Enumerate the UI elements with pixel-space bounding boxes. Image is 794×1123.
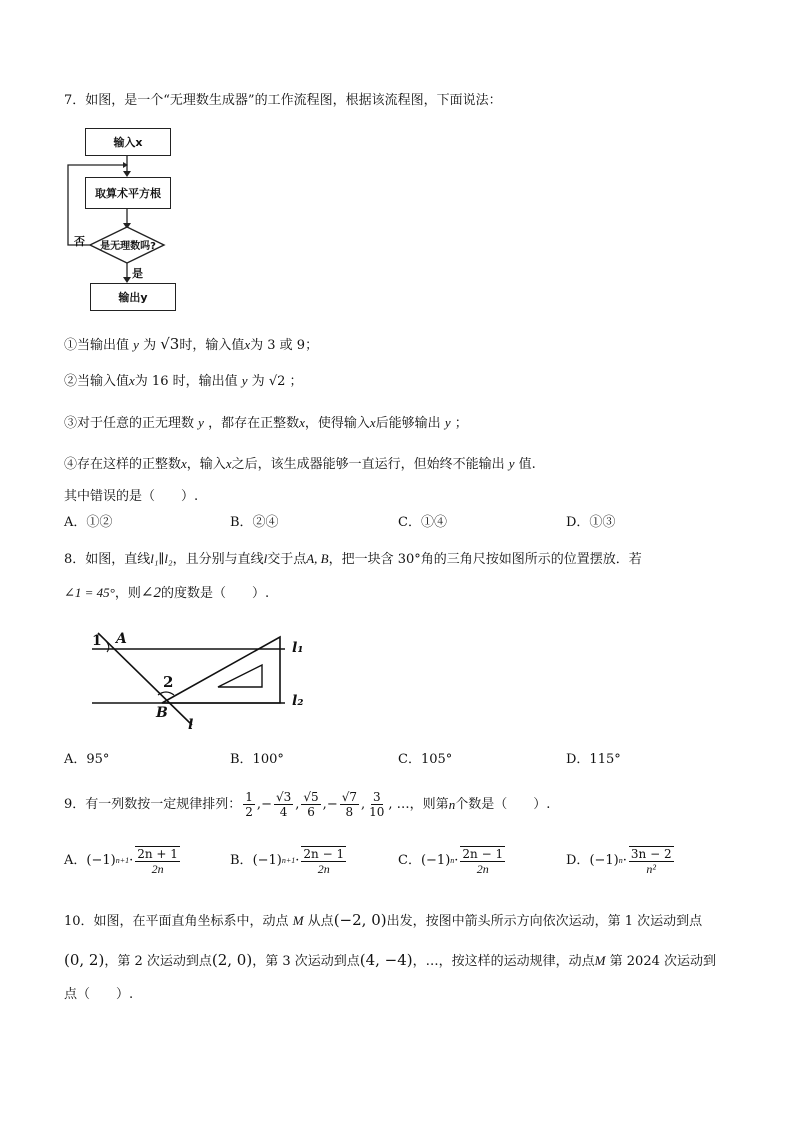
q7-flowchart [60,125,190,315]
q9-option-b[interactable]: B． (−1) n+1 · $\frac{2n - 1}{2n}$ [230,847,345,876]
q9-option-a[interactable]: A． (−1) n+1 · $\frac{2n + 1}{2n}$ [64,847,178,876]
q7-option-d[interactable]: D．①③ [566,515,616,530]
q9-term-5: $\frac{3}{10}$ [369,790,385,819]
q8-option-a[interactable]: A．95° [64,752,110,767]
q8-label-B: B [156,705,168,721]
flow-sqrt-box [85,177,171,209]
q8-label-l2: l₂ [292,693,304,709]
q8-stem-line1: 8．如图，直线l₁∥l₂，且分别与直线l交于点A, B，把一块含 30°角的三角尺按如图所示的位置摆放．若 [64,551,642,567]
q7-option-c[interactable]: C．①④ [398,515,447,530]
q9-option-d[interactable]: D． (−1) n · $\frac{3n - 2}{\text{n²}}$ [566,847,672,876]
q7-stem: 7．如图，是一个“无理数生成器”的工作流程图，根据该流程图，下面说法： [64,93,502,108]
flow-sqrt-label: 取算术平方根 [95,187,161,200]
q8-label-l1: l₁ [292,640,304,656]
q8-stem-line2: ∠1 = 45°，则∠2的度数是（ ）. [64,585,270,601]
flow-yes-label: 是 [132,267,143,280]
q8-option-b[interactable]: B．100° [230,752,284,767]
q7-option-a[interactable]: A．①② [64,515,113,530]
q9-stem: 9．有一列数按一定规律排列： $\frac{1}{2}$ , − $\frac{√3}{4}$ , $\frac{√5}{6}$ , − $\frac{√7}{8}$ , $\frac{3}{10}$ , …，则第 n 个数是（ ）. [64,788,550,822]
q9-term-2: − $\frac{√3}{4}$ [261,790,292,819]
q8-option-c[interactable]: C．105° [398,752,453,767]
q7-statement-2: ②当输入值x为 16 时，输出值 y 为 √2 ； [64,373,303,389]
q10-line2: (0, 2)，第 2 次运动到点(2, 0)，第 3 次运动到点(4, −4)，…，按这样的运动规律，动点M 第 2024 次运动到 [64,951,717,969]
flow-no-label: 否 [74,235,85,248]
q7-ask: 其中错误的是（ ）. [64,489,199,504]
q7-statement-1: ①当输出值 y 为 √3时，输入值x为 3 或 9； [64,335,319,353]
q10-line3: 点（ ）. [64,987,134,1002]
q8-label-A: A [116,631,127,647]
flow-output-label: 输出y [118,291,148,304]
q9-term-3: $\frac{√5}{6}$ [303,790,319,819]
q7-option-b[interactable]: B．②④ [230,515,279,530]
q7-statement-4: ④存在这样的正整数x，输入x之后，该生成器能够一直运行，但始终不能输出 y 值. [64,456,536,472]
q9-term-1: $\frac{1}{2}$ [245,790,253,819]
flow-input-label: 输入x [113,136,143,149]
q9-option-c[interactable]: C． (−1) n · $\frac{2n - 1}{2n}$ [398,847,504,876]
q8-label-1: 1 [92,633,102,649]
q8-figure [80,625,320,740]
q10-line1: 10．如图，在平面直角坐标系中，动点 M 从点(−2, 0)出发，按图中箭头所示方向依次运动，第 1 次运动到点 [64,911,703,929]
q8-label-2: 2 [163,673,174,691]
q8-option-d[interactable]: D．115° [566,752,621,767]
flow-decision-label: 是无理数吗? [100,241,156,252]
q7-statement-3: ③对于任意的正无理数 y ，都存在正整数x，使得输入x后能够输出 y ； [64,415,468,431]
flow-input-box [85,128,171,156]
flow-output-box [90,283,176,311]
q9-term-4: − $\frac{√7}{8}$ [326,790,357,819]
q9-sequence: $\frac{1}{2}$ , − $\frac{√3}{4}$ , $\frac{√5}{6}$ , − $\frac{√7}{8}$ , $\frac{3}{10}$ [241,788,388,822]
q8-label-l: l [188,717,194,733]
